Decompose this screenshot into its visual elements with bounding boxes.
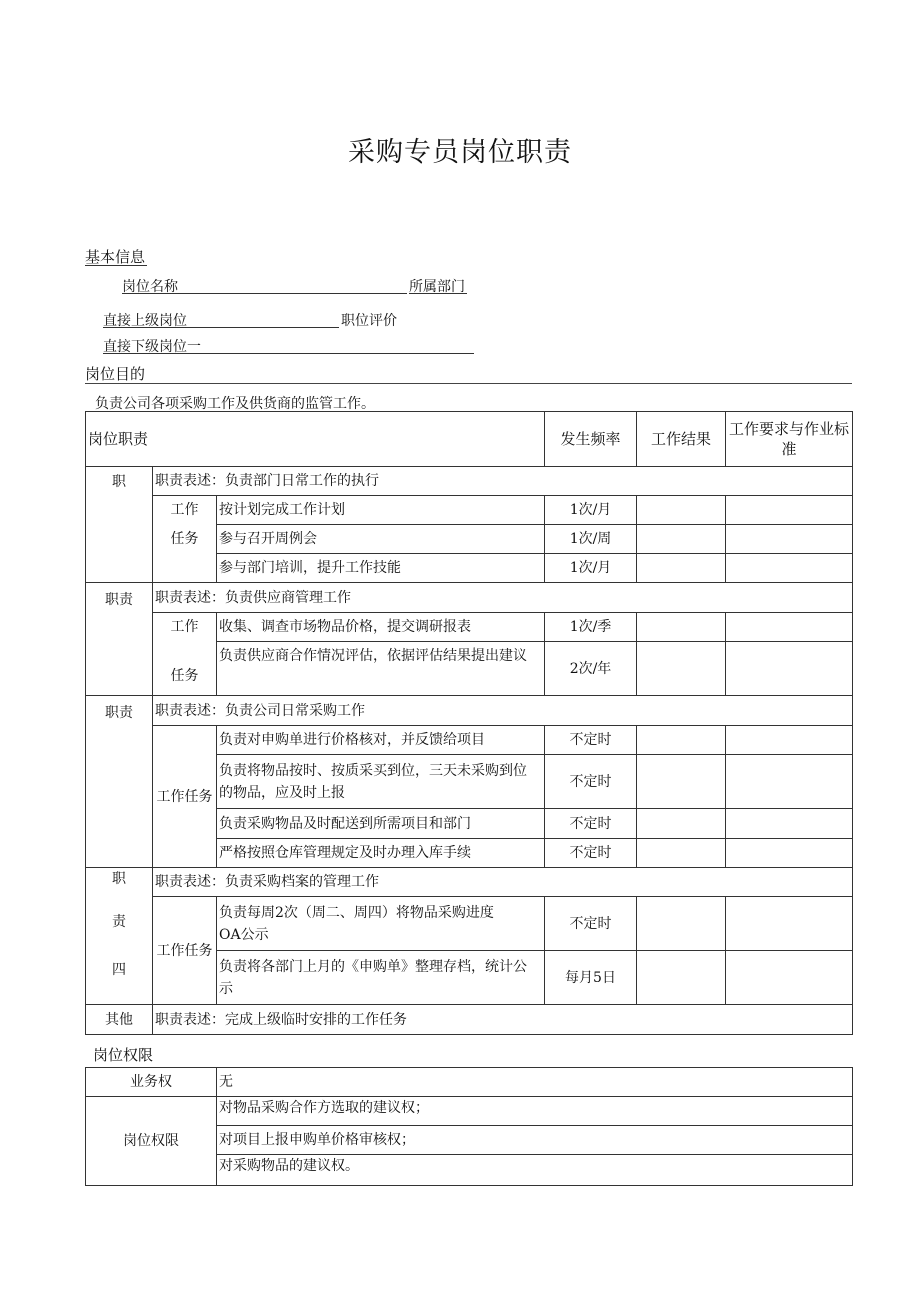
duty-1-task-label-bottom: 任务 — [153, 525, 217, 554]
task-result-cell[interactable] — [637, 525, 726, 554]
task-text-line: 负责每周2次（周二、周四）将物品采购进度 — [219, 904, 494, 921]
task-text: 负责供应商合作情况评估，依据评估结果提出建议 — [217, 642, 545, 696]
task-text: 严格按照仓库管理规定及时办理入库手续 — [217, 839, 545, 868]
duty-3-description: 职责表述：负责公司日常采购工作 — [153, 696, 853, 726]
page-title: 采购专员岗位职责 — [348, 137, 572, 168]
task-frequency: 不定时 — [545, 755, 637, 809]
duty-1-task-label-top: 工作 — [153, 496, 217, 525]
task-frequency: 1次/月 — [545, 554, 637, 583]
task-standard-cell[interactable] — [726, 496, 853, 525]
task-text-multiline — [217, 755, 545, 809]
superior-field[interactable] — [103, 327, 339, 328]
task-standard-cell[interactable] — [726, 839, 853, 868]
task-result-cell[interactable] — [637, 613, 726, 642]
duty-2-task-label-top: 工作 — [153, 613, 217, 642]
table-row — [86, 642, 853, 696]
task-text-line: OA公示 — [219, 926, 269, 943]
table-row — [86, 696, 853, 726]
task-result-cell[interactable] — [637, 496, 726, 525]
basic-info-underline — [85, 265, 147, 266]
task-frequency: 不定时 — [545, 809, 637, 839]
post-authority-label: 岗位权限 — [86, 1097, 217, 1186]
duty-1-label: 职 — [86, 467, 153, 583]
purpose-text: 负责公司各项采购工作及供货商的监管工作。 — [95, 396, 375, 412]
authority-table — [85, 1067, 853, 1186]
task-text: 参与部门培训，提升工作技能 — [217, 554, 545, 583]
authority-heading: 岗位权限 — [93, 1046, 154, 1064]
task-result-cell[interactable] — [637, 951, 726, 1005]
task-standard-cell[interactable] — [726, 554, 853, 583]
purpose-heading: 岗位目的 — [85, 365, 146, 383]
table-header-row — [86, 412, 853, 467]
task-frequency: 2次/年 — [545, 642, 637, 696]
duty-2-task-label-bottom: 任务 — [153, 642, 217, 696]
task-standard-cell[interactable] — [726, 726, 853, 755]
task-text: 收集、调查市场物品价格，提交调研报表 — [217, 613, 545, 642]
table-row — [86, 583, 853, 613]
header-frequency: 发生频率 — [545, 412, 637, 467]
superior-label: 直接上级岗位 — [103, 313, 187, 329]
subordinate-label: 直接下级岗位一 — [103, 339, 201, 355]
header-duty: 岗位职责 — [86, 412, 545, 467]
duty-2-label: 职责 — [86, 583, 153, 696]
duty-1-task-label-blank — [153, 554, 217, 583]
duty-4-description: 职责表述：负责采购档案的管理工作 — [153, 868, 853, 897]
post-name-field[interactable] — [122, 293, 407, 294]
duty-1-description: 职责表述：负责部门日常工作的执行 — [153, 467, 853, 496]
task-frequency: 1次/周 — [545, 525, 637, 554]
duty-4-label-char: 四 — [112, 962, 126, 978]
task-standard-cell[interactable] — [726, 755, 853, 809]
department-label: 所属部门 — [409, 279, 465, 295]
duty-other-description: 职责表述：完成上级临时安排的工作任务 — [153, 1005, 853, 1035]
task-text: 负责对申购单进行价格核对，并反馈给项目 — [217, 726, 545, 755]
post-authority-item: 对物品采购合作方选取的建议权； — [217, 1097, 853, 1126]
duty-3-label: 职责 — [86, 696, 153, 868]
task-result-cell[interactable] — [637, 809, 726, 839]
task-standard-cell[interactable] — [726, 951, 853, 1005]
task-result-cell[interactable] — [637, 755, 726, 809]
task-text: 参与召开周例会 — [217, 525, 545, 554]
table-row — [86, 897, 853, 951]
task-text: 按计划完成工作计划 — [217, 496, 545, 525]
business-authority-value: 无 — [217, 1068, 853, 1097]
task-standard-cell[interactable] — [726, 613, 853, 642]
business-authority-label: 业务权 — [86, 1068, 217, 1097]
table-row — [86, 554, 853, 583]
basic-info-heading: 基本信息 — [85, 248, 146, 266]
task-frequency: 不定时 — [545, 726, 637, 755]
duties-table — [85, 411, 853, 1035]
table-row — [86, 496, 853, 525]
duty-3-task-label: 工作任务 — [153, 726, 217, 868]
table-row — [86, 1068, 853, 1097]
duty-4-label — [86, 868, 153, 1005]
evaluation-label: 职位评价 — [341, 313, 397, 329]
task-standard-cell[interactable] — [726, 897, 853, 951]
task-frequency: 1次/月 — [545, 496, 637, 525]
task-standard-cell[interactable] — [726, 642, 853, 696]
task-result-cell[interactable] — [637, 554, 726, 583]
table-row — [86, 467, 853, 496]
table-row — [86, 1097, 853, 1126]
task-standard-cell[interactable] — [726, 809, 853, 839]
task-frequency: 不定时 — [545, 839, 637, 868]
task-frequency: 不定时 — [545, 897, 637, 951]
task-result-cell[interactable] — [637, 642, 726, 696]
duty-4-task-label: 工作任务 — [153, 897, 217, 1005]
task-frequency: 1次/季 — [545, 613, 637, 642]
header-result: 工作结果 — [637, 412, 726, 467]
post-authority-item: 对采购物品的建议权。 — [217, 1155, 853, 1186]
task-text-line: 的物品，应及时上报 — [219, 784, 345, 801]
task-text-line: 负责将物品按时、按质采买到位，三天未采购到位 — [219, 762, 527, 779]
table-row — [86, 868, 853, 897]
task-standard-cell[interactable] — [726, 525, 853, 554]
table-row — [86, 726, 853, 755]
table-row — [86, 525, 853, 554]
task-text-line: 示 — [219, 980, 233, 997]
table-row — [86, 1005, 853, 1035]
task-result-cell[interactable] — [637, 726, 726, 755]
header-standard: 工作要求与作业标准 — [726, 412, 853, 467]
duty-other-label: 其他 — [86, 1005, 153, 1035]
table-row — [86, 613, 853, 642]
department-field[interactable] — [409, 293, 467, 294]
duty-2-description: 职责表述：负责供应商管理工作 — [153, 583, 853, 613]
subordinate-field[interactable] — [103, 353, 474, 354]
task-result-cell[interactable] — [637, 897, 726, 951]
task-text-multiline — [217, 951, 545, 1005]
task-frequency: 每月5日 — [545, 951, 637, 1005]
duty-4-label-char: 责 — [112, 914, 126, 930]
post-authority-item: 对项目上报申购单价格审核权； — [217, 1126, 853, 1155]
task-text-multiline — [217, 897, 545, 951]
task-text-line: 负责将各部门上月的《申购单》整理存档，统计公 — [219, 958, 527, 975]
post-name-label: 岗位名称 — [122, 279, 178, 295]
purpose-divider — [85, 383, 852, 384]
task-text: 负责采购物品及时配送到所需项目和部门 — [217, 809, 545, 839]
task-result-cell[interactable] — [637, 839, 726, 868]
duty-4-label-char: 职 — [112, 871, 126, 887]
